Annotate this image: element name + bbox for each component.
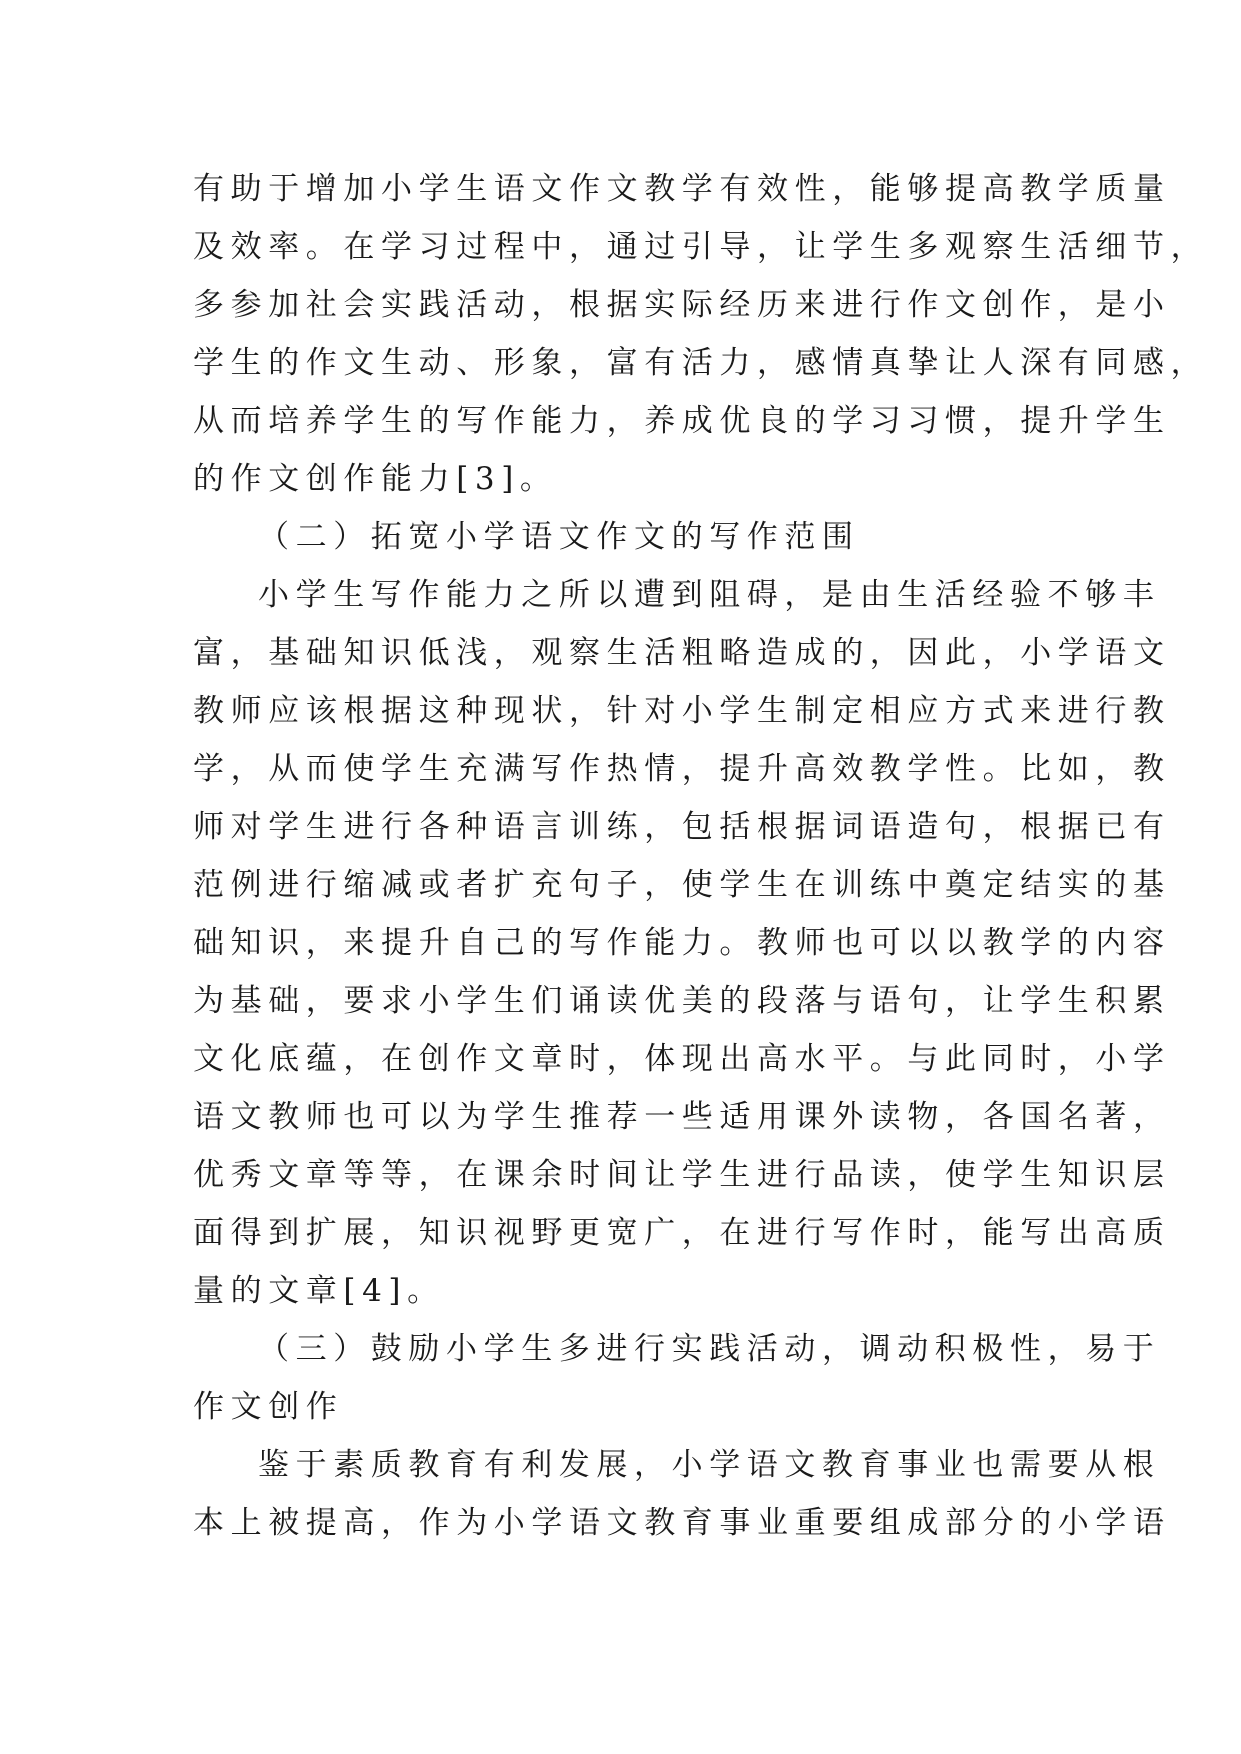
body-text-line: 量的文章[4]。 <box>193 1273 445 1309</box>
body-text-line: 文化底蕴，在创作文章时，体现出高水平。与此同时，小学 <box>193 1041 1171 1077</box>
paragraph-first-line: 小学生写作能力之所以遭到阻碍，是由生活经验不够丰 <box>258 577 1161 613</box>
body-text-line: 优秀文章等等，在课余时间让学生进行品读，使学生知识层 <box>193 1157 1171 1193</box>
body-text-line: 学生的作文生动、形象，富有活力，感情真挚让人深有同感， <box>193 345 1209 381</box>
section-heading: （三）鼓励小学生多进行实践活动，调动积极性，易于 <box>258 1331 1161 1367</box>
body-text-line: 本上被提高，作为小学语文教育事业重要组成部分的小学语 <box>193 1505 1171 1541</box>
body-text-line: 语文教师也可以为学生推荐一些适用课外读物，各国名著， <box>193 1099 1171 1135</box>
body-text-line: 师对学生进行各种语言训练，包括根据词语造句，根据已有 <box>193 809 1171 845</box>
body-text-line: 面得到扩展，知识视野更宽广，在进行写作时，能写出高质 <box>193 1215 1171 1251</box>
paragraph-first-line: 鉴于素质教育有利发展，小学语文教育事业也需要从根 <box>258 1447 1161 1483</box>
body-text-line: 为基础，要求小学生们诵读优美的段落与语句，让学生积累 <box>193 983 1171 1019</box>
body-text-line: 及效率。在学习过程中，通过引导，让学生多观察生活细节， <box>193 229 1209 265</box>
body-text-line: 范例进行缩减或者扩充句子，使学生在训练中奠定结实的基 <box>193 867 1171 903</box>
body-text-line: 富，基础知识低浅，观察生活粗略造成的，因此，小学语文 <box>193 635 1171 671</box>
body-text-line: 从而培养学生的写作能力，养成优良的学习习惯，提升学生 <box>193 403 1171 439</box>
body-text-line: 的作文创作能力[3]。 <box>193 461 558 497</box>
body-text-line: 教师应该根据这种现状，针对小学生制定相应方式来进行教 <box>193 693 1171 729</box>
body-text-line: 有助于增加小学生语文作文教学有效性，能够提高教学质量 <box>193 171 1171 207</box>
section-heading: （二）拓宽小学语文作文的写作范围 <box>258 519 860 555</box>
section-heading-continuation: 作文创作 <box>193 1389 344 1425</box>
body-text-line: 学，从而使学生充满写作热情，提升高效教学性。比如，教 <box>193 751 1171 787</box>
body-text-line: 多参加社会实践活动，根据实际经历来进行作文创作，是小 <box>193 287 1171 323</box>
body-text-line: 础知识，来提升自己的写作能力。教师也可以以教学的内容 <box>193 925 1171 961</box>
